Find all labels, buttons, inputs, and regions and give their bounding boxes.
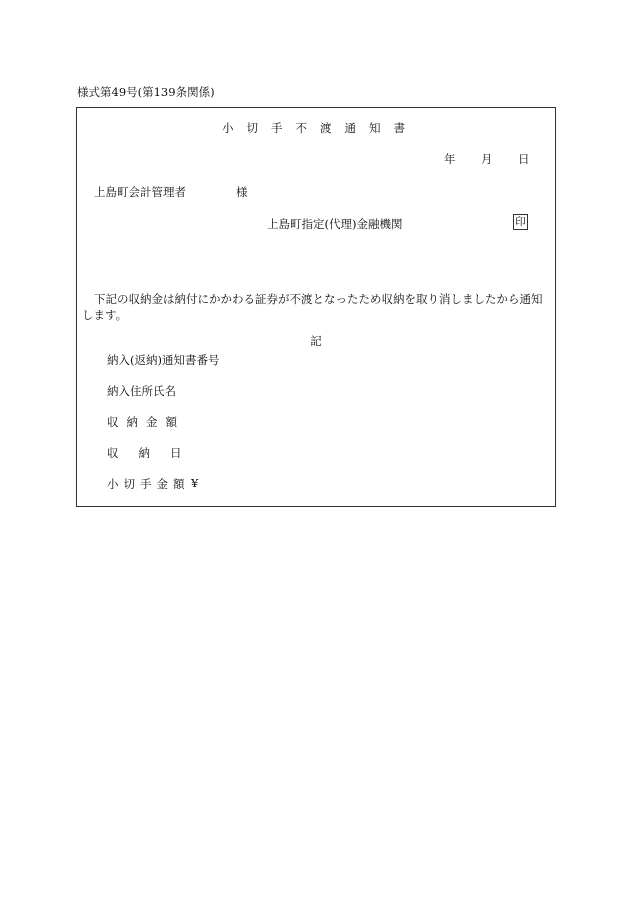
date-year-label: 年	[444, 152, 456, 166]
issuing-institution: 上島町指定(代理)金融機関	[267, 217, 403, 231]
notice-frame	[76, 107, 556, 507]
item-check-amount: 小切手金額	[107, 477, 190, 491]
addressee: 上島町会計管理者	[94, 185, 186, 199]
honorific: 様	[236, 185, 248, 199]
item-notice-number: 納入(返納)通知書番号	[107, 353, 220, 367]
form-reference: 様式第49号(第139条関係)	[77, 85, 215, 99]
item-received-date: 収納日	[107, 446, 202, 460]
item-payer-address-name: 納入住所氏名	[107, 384, 176, 398]
seal-mark: 印	[513, 214, 528, 230]
ki-heading: 記	[310, 334, 322, 348]
date-day-label: 日	[518, 152, 530, 166]
document-title: 小切手不渡通知書	[222, 121, 418, 135]
yen-symbol: ¥	[191, 476, 199, 490]
date-month-label: 月	[481, 152, 493, 166]
item-received-amount: 収納金額	[107, 415, 185, 429]
notice-body: 下記の収納金は納付にかかわる証券が不渡となったため収納を取り消しましたから通知します。	[82, 292, 543, 322]
